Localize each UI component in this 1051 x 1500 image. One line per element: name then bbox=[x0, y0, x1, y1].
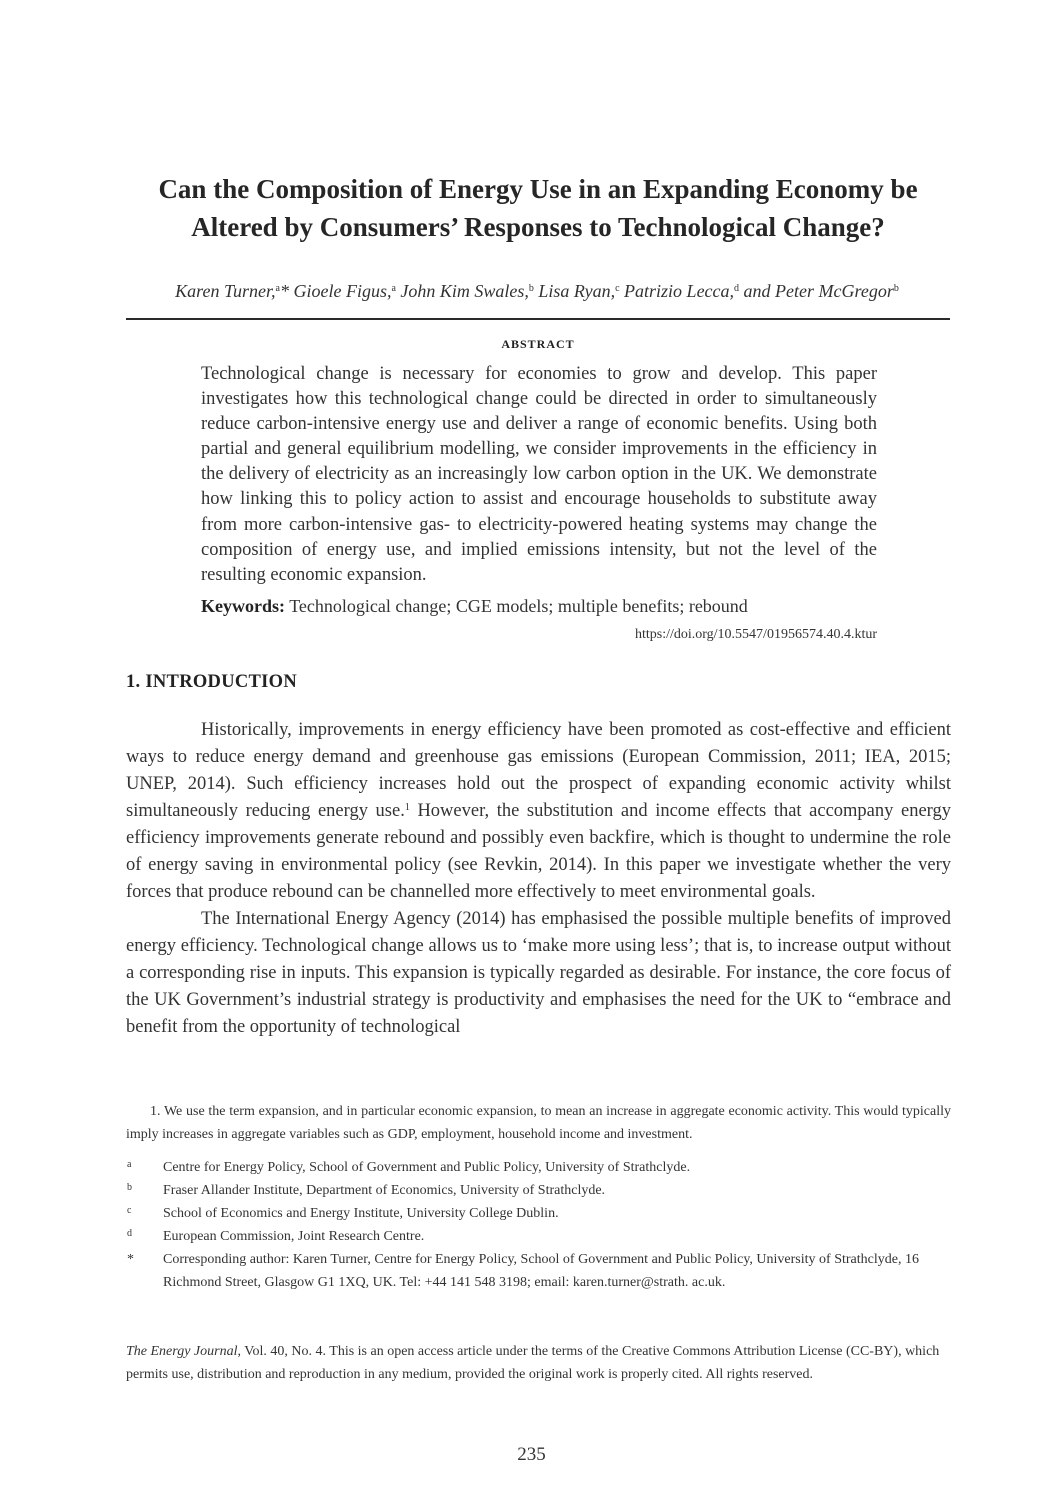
affiliation-mark: d bbox=[127, 1228, 132, 1239]
affiliation-mark: c bbox=[615, 283, 620, 294]
affiliation-mark: a bbox=[391, 283, 396, 294]
affiliation-mark: c bbox=[127, 1205, 132, 1216]
affiliation-item bbox=[126, 1179, 951, 1202]
affiliation-item bbox=[126, 1225, 951, 1248]
author-name: Gioele Figus, bbox=[293, 281, 392, 301]
footnote bbox=[126, 1100, 951, 1146]
affiliation-item bbox=[126, 1202, 951, 1225]
title-line-2: Altered by Consumers’ Responses to Technological Change? bbox=[191, 212, 885, 242]
paper-title bbox=[100, 170, 976, 246]
affiliation-mark: b bbox=[127, 1182, 132, 1193]
keywords-text: Technological change; CGE models; multiple benefits; rebound bbox=[289, 596, 748, 616]
author-name: Lisa Ryan, bbox=[538, 281, 616, 301]
keywords bbox=[201, 595, 877, 617]
abstract-text: Technological change is necessary for economies to grow and develop. This paper investigates how this technological change could be directed in order to simultaneously reduce carbon-intensive energy use and deliver a range of economic benefits. Using both partial and general equilibrium modelling, we consider improvements in the efficiency in the delivery of electricity as an increasingly low carbon option in the UK. We demonstrate how linking this to policy action to assist and encourage households to substitute away from more carbon-intensive gas- to electricity-powered heating systems may change the composition of energy use, and implied emissions intensity, but not the level of the resulting economic expansion. bbox=[201, 364, 877, 585]
paragraph-text: However, the substitution and income effects that accompany energy efficiency improvements generate rebound and possibly even backfire, which is thought to undermine the role of energy saving in environmental policy (see Revkin, 2014). In this paper we investigate whether the very forces that produce rebound can be channelled more effectively to meet environmental goals. bbox=[126, 801, 951, 902]
keywords-label: Keywords: bbox=[201, 596, 285, 616]
journal-name: The Energy Journal bbox=[126, 1344, 238, 1359]
affiliation-text: Fraser Allander Institute, Department of Economics, University of Strathclyde. bbox=[163, 1183, 606, 1198]
footnote-text: 1. We use the term expansion, and in particular economic expansion, to mean an increase in aggregate economic activity. This would typically imply increases in aggregate variables such as GDP, employment, household income and investment. bbox=[126, 1104, 951, 1142]
footnote-ref[interactable]: 1 bbox=[404, 802, 410, 813]
affiliation-mark: a bbox=[127, 1159, 132, 1170]
abstract-heading: ABSTRACT bbox=[501, 337, 575, 351]
header-rule bbox=[126, 318, 950, 320]
license-note bbox=[126, 1340, 951, 1386]
affiliation-item bbox=[126, 1248, 951, 1294]
affiliation-text: Centre for Energy Policy, School of Government and Public Policy, University of Strathclyde. bbox=[163, 1160, 691, 1175]
affiliation-mark: a bbox=[275, 283, 280, 294]
paragraph bbox=[126, 717, 951, 906]
license-text: , Vol. 40, No. 4. This is an open access article under the terms of the Creative Commons Attribution License (CC-BY), which permits use, distribution and reproduction in any medium, provided the original work is properly cited. All rights reserved. bbox=[126, 1344, 940, 1382]
affiliation-item bbox=[126, 1156, 951, 1179]
paragraph: The International Energy Agency (2014) has emphasised the possible multiple benefits of improved energy efficiency. Technological change allows us to ‘make more using less’; that is, to increase output without a corresponding rise in inputs. This expansion is typically regarded as desirable. For instance, the core focus of the UK Government’s industrial strategy is productivity and emphasises the need for the UK to “embrace and benefit from the opportunity of technological bbox=[126, 909, 951, 1037]
abstract bbox=[201, 362, 877, 588]
affiliation-mark: b bbox=[893, 283, 899, 294]
author-list bbox=[126, 281, 948, 302]
affiliations bbox=[126, 1156, 951, 1294]
section-heading-introduction: 1. INTRODUCTION bbox=[126, 672, 298, 692]
affiliation-text: European Commission, Joint Research Centre. bbox=[163, 1229, 425, 1244]
body-text bbox=[126, 717, 951, 1041]
page-number: 235 bbox=[517, 1444, 546, 1465]
corresponding-mark: * bbox=[127, 1252, 134, 1267]
affiliation-mark: d bbox=[734, 283, 740, 294]
author-name: Karen Turner, bbox=[175, 281, 276, 301]
author-name: and Peter McGregor bbox=[743, 281, 894, 301]
paragraph-text: Historically, improvements in energy efficiency have been promoted as cost-effective and efficient ways to reduce energy demand and greenhouse gas emissions (European Commission, 2011; IEA, 2015; UNEP, 2014). Such efficiency increases hold out the prospect of expanding economic activity whilst simultaneously reducing energy use. bbox=[126, 720, 951, 821]
affiliation-text: Corresponding author: Karen Turner, Centre for Energy Policy, School of Government and Public Policy, University of Strathclyde, 16 Richmond Street, Glasgow G1 1XQ, UK. Tel: +44 141 548 3198; email: karen.turner@strath. ac.uk. bbox=[163, 1252, 919, 1290]
affiliation-mark: b bbox=[528, 283, 534, 294]
author-name: John Kim Swales, bbox=[400, 281, 529, 301]
corresponding-mark: * bbox=[279, 281, 289, 301]
doi-link[interactable]: https://doi.org/10.5547/01956574.40.4.ktur bbox=[634, 627, 877, 642]
affiliation-text: School of Economics and Energy Institute, University College Dublin. bbox=[163, 1206, 559, 1221]
author-name: Patrizio Lecca, bbox=[624, 281, 735, 301]
title-line-1: Can the Composition of Energy Use in an Expanding Economy be bbox=[158, 174, 918, 204]
